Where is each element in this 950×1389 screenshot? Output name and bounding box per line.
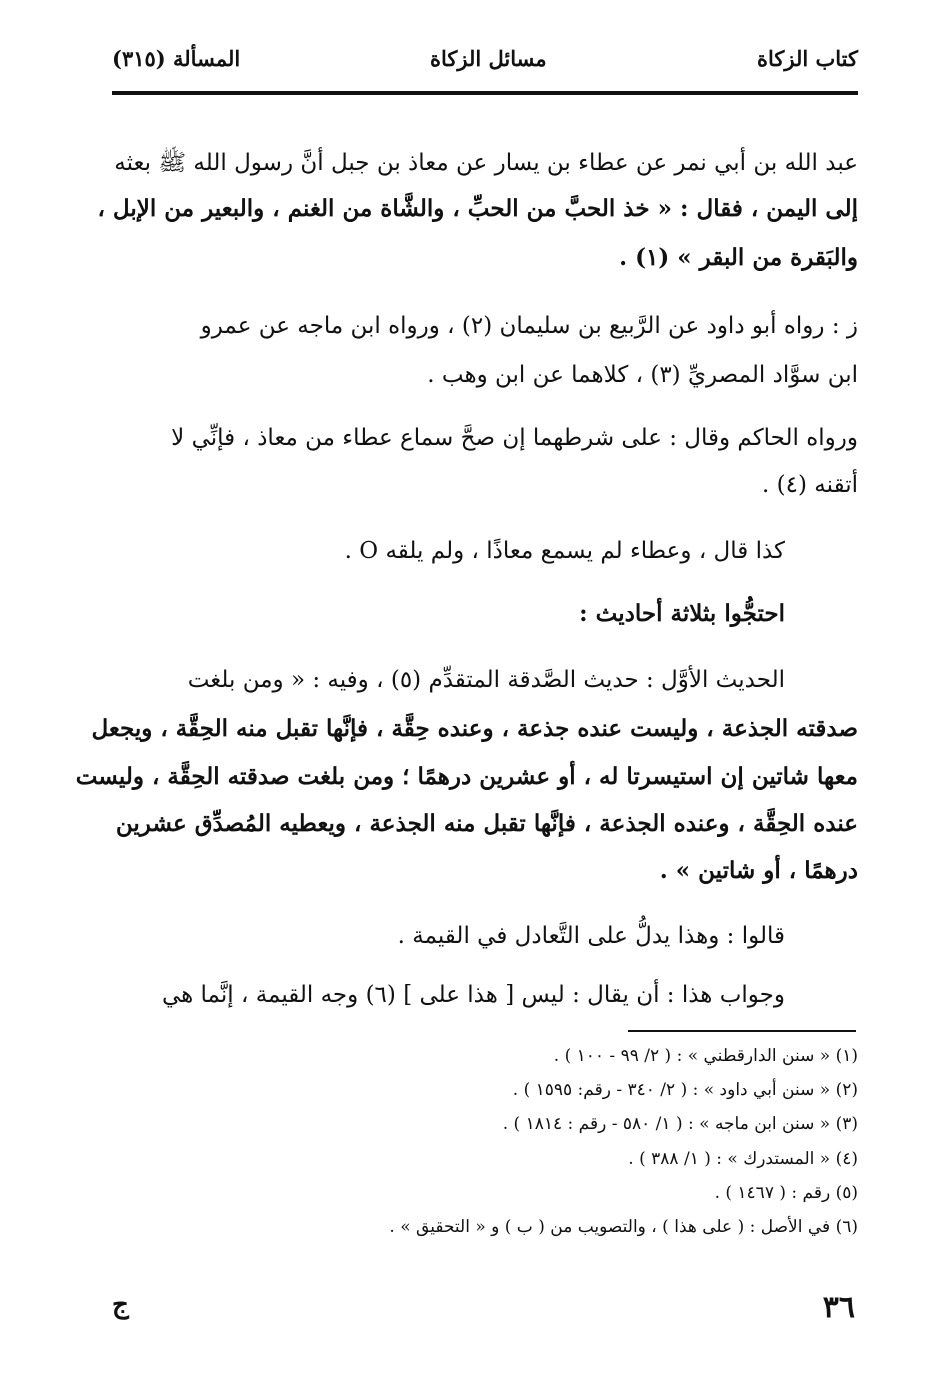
text-line: ابن سوَّاد المصريِّ (٣) ، كلاهما عن ابن وهب . bbox=[427, 362, 858, 388]
section-heading: احتجُّوا بثلاثة أحاديث : bbox=[579, 600, 785, 627]
text-line: قالوا : وهذا يدلُّ على التَّعادل في القيمة . bbox=[397, 923, 785, 949]
footnote: (١) « سنن الدارقطني » : ( ٢/ ٩٩ - ١٠٠ ) . bbox=[553, 1046, 858, 1066]
footnote-rule bbox=[628, 1030, 856, 1032]
page-number: ٣٦ bbox=[822, 1290, 855, 1325]
footnote: (٢) « سنن أبي داود » : ( ٢/ ٣٤٠ - رقم: ١٥٩٥ ) . bbox=[512, 1080, 858, 1100]
footnote: (٣) « سنن ابن ماجه » : ( ١/ ٥٨٠ - رقم : ١٨١٤ ) . bbox=[502, 1114, 858, 1134]
signature-mark: ج bbox=[112, 1290, 129, 1320]
text-line: كذا قال ، وعطاء لم يسمع معاذًا ، ولم يلقه O . bbox=[344, 538, 785, 564]
running-header-book-title: كتاب الزكاة bbox=[756, 46, 858, 71]
text-line: صدقته الجذعة ، وليست عنده جذعة ، وعنده حِقَّة ، فإنَّها تقبل منه الحِقَّة ، ويجعل bbox=[91, 715, 858, 742]
text-line: إلى اليمن ، فقال : « خذ الحبَّ من الحبِّ ، والشَّاة من الغنم ، والبعير من الإبل ، bbox=[97, 195, 858, 222]
text-line: والبَقرة من البقر » (١) . bbox=[619, 244, 858, 271]
text-line: وجواب هذا : أن يقال : ليس [ هذا على ] (٦) وجه القيمة ، إنَّما هي bbox=[161, 982, 785, 1008]
header-rule bbox=[112, 91, 858, 95]
text-line: الحديث الأوَّل : حديث الصَّدقة المتقدِّم (٥) ، وفيه : « ومن بلغت bbox=[187, 667, 785, 693]
footnote: (٦) في الأصل : ( على هذا ) ، والتصويب من ( ب ) و « التحقيق » . bbox=[389, 1217, 858, 1237]
footnote: (٥) رقم : ( ١٤٦٧ ) . bbox=[714, 1183, 858, 1203]
text-line: معها شاتين إن استيسرتا له ، أو عشرين درهمًا ؛ ومن بلغت صدقته الحِقَّة ، وليست bbox=[75, 763, 858, 790]
running-header-issue-number: المسألة (٣١٥) bbox=[112, 46, 241, 71]
text-line: عبد الله بن أبي نمر عن عطاء بن يسار عن معاذ بن جبل أنَّ رسول الله ﷺ بعثه bbox=[114, 150, 858, 176]
text-line: أتقنه (٤) . bbox=[762, 472, 858, 498]
text-line: ورواه الحاكم وقال : على شرطهما إن صحَّ سماع عطاء من معاذ ، فإنِّي لا bbox=[171, 425, 858, 451]
text-line: درهمًا ، أو شاتين » . bbox=[659, 857, 858, 884]
running-header-chapter: مسائل الزكاة bbox=[430, 46, 547, 71]
text-line: ز : رواه أبو داود عن الرَّبيع بن سليمان (٢) ، ورواه ابن ماجه عن عمرو bbox=[200, 313, 858, 339]
footnote: (٤) « المستدرك » : ( ١/ ٣٨٨ ) . bbox=[628, 1149, 858, 1169]
text-line: عنده الحِقَّة ، وعنده الجذعة ، فإنَّها تقبل منه الجذعة ، ويعطيه المُصدِّق عشرين bbox=[115, 810, 858, 837]
